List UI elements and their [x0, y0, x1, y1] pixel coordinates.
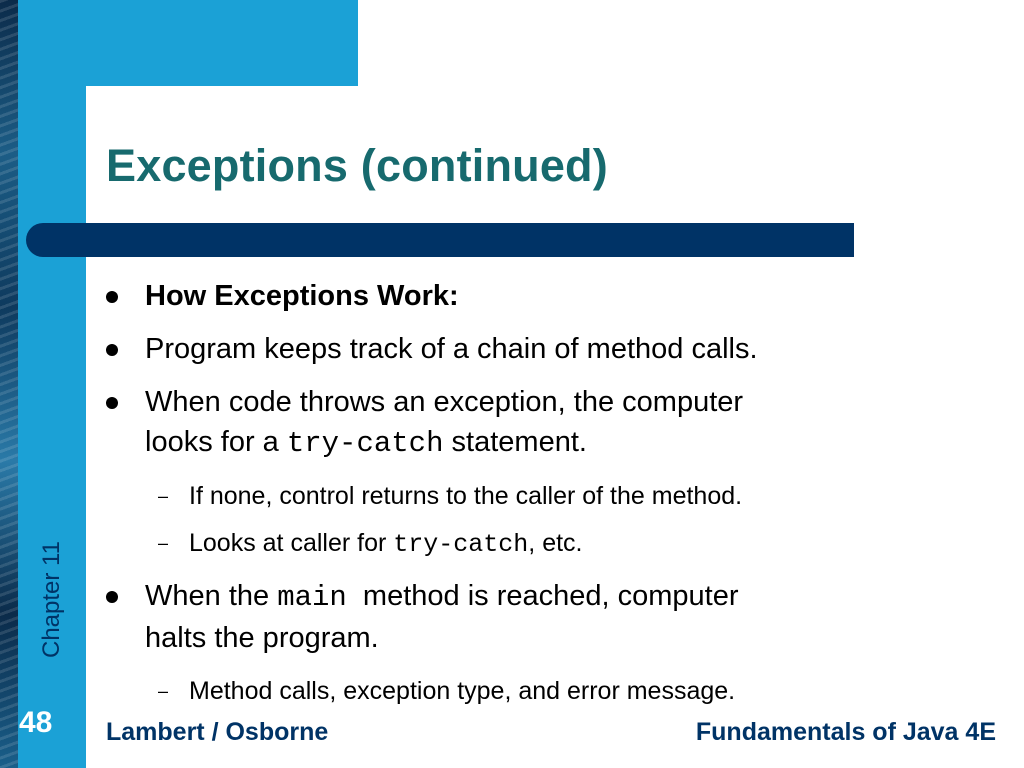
- bullet-dot: [106, 291, 118, 303]
- sub-text: If none, control returns to the caller of the method.: [189, 482, 743, 510]
- page-number: 48: [19, 706, 53, 739]
- left-decorative-strip: [0, 0, 18, 768]
- bullet-text-pre: looks for a: [145, 426, 287, 458]
- dash-marker: –: [158, 533, 169, 553]
- slide-title: Exceptions (continued): [106, 140, 608, 191]
- sub-text-pre: Looks at caller for: [189, 529, 394, 557]
- footer-authors: Lambert / Osborne: [106, 718, 329, 746]
- bullet-item: [106, 382, 936, 466]
- sub-text: Method calls, exception type, and error message.: [189, 677, 736, 705]
- bullet-dot: [106, 591, 118, 603]
- dash-marker: –: [158, 486, 169, 506]
- bullet-text: [145, 382, 925, 464]
- cyan-top-band: [18, 0, 358, 86]
- bullet-text-post: statement.: [443, 426, 587, 458]
- title-underline-bar: [26, 223, 854, 257]
- bullet-dot: [106, 397, 118, 409]
- bullet-text-post: method is reached, computer: [346, 580, 739, 612]
- code-token: try-catch: [393, 530, 529, 559]
- footer-book-title: Fundamentals of Java 4E: [695, 718, 996, 746]
- bullet-text: [145, 576, 925, 658]
- sub-text: [189, 526, 969, 562]
- sub-text-post: , etc.: [528, 529, 583, 557]
- bullet-text: How Exceptions Work:: [145, 280, 459, 312]
- bullet-item: [106, 576, 936, 660]
- code-token: try-catch: [286, 427, 444, 460]
- chapter-label: Chapter 11: [38, 541, 65, 658]
- bullet-text: Program keeps track of a chain of method calls.: [145, 333, 758, 365]
- code-token: main: [277, 581, 347, 614]
- bullet-line: When code throws an exception, the computer: [145, 386, 744, 418]
- dash-marker: –: [158, 681, 169, 701]
- bullet-text-pre: When the: [145, 580, 278, 612]
- bullet-dot: [106, 344, 118, 356]
- bullet-line: halts the program.: [145, 622, 379, 654]
